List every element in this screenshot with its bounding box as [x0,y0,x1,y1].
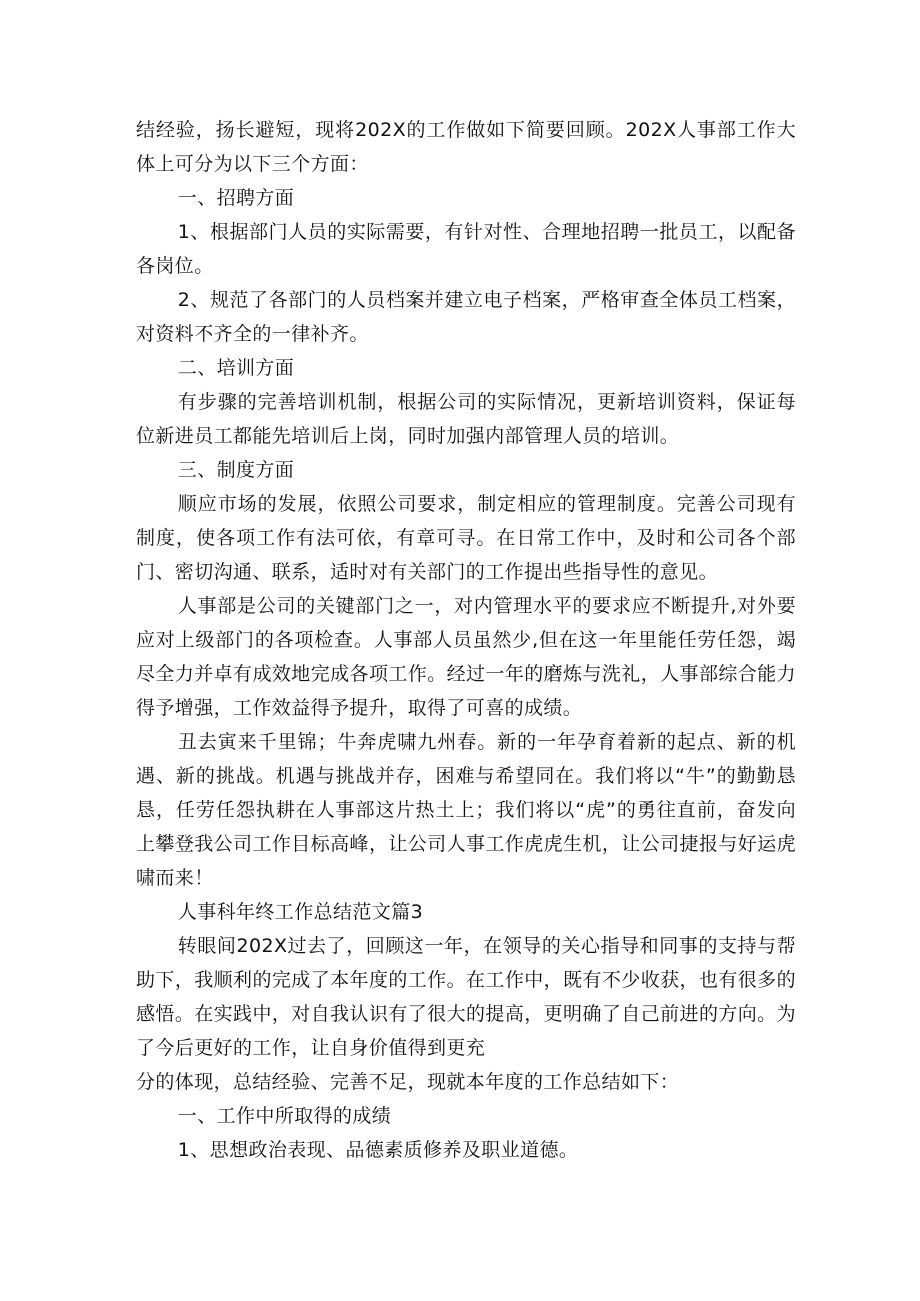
document-body [136,113,796,1167]
section-heading-system: 三、制度方面 [177,459,295,481]
paragraph-new-year: 丑去寅来千里锦；牛奔虎啸九州春。新的一年孕育着新的起点、新的机遇、新的挑战。机遇与挑战并存，困难与希望同在。我们将以“牛”的勤勤恳恳，任劳任怨执耕在人事部这片热土上；我们将以“虎”的勇往直前，奋发向上攀登我公司工作目标高峰，让公司人事工作虎虎生机，让公司捷报与好运虎啸而来！ [136,731,796,889]
paragraph-review: 转眼间202X过去了，回顾这一年，在领导的关心指导和同事的支持与帮助下，我顺利的完成了本年度的工作。在工作中，既有不少收获，也有很多的感悟。在实践中，对自我认识有了很大的提高，更明确了自己前进的方向。为了今后更好的工作，让自身价值得到更充 [136,935,796,1059]
paragraph-training: 有步骤的完善培训机制，根据公司的实际情况，更新培训资料，保证每位新进员工都能先培训后上岗，同时加强内部管理人员的培训。 [136,391,796,447]
paragraph-hr-department: 人事部是公司的关键部门之一，对内管理水平的要求应不断提升,对外要应对上级部门的各项检查。人事部人员虽然少,但在这一年里能任劳任怨，竭尽全力并卓有成效地完成各项工作。经过一年的磨炼与洗礼，人事部综合能力得予增强，工作效益得予提升，取得了可喜的成绩。 [136,595,796,719]
list-item-achievements-1: 1、思想政治表现、品德素质修养及职业道德。 [177,1139,579,1161]
section-heading-achievements: 一、工作中所取得的成绩 [177,1105,392,1127]
list-item-recruitment-2: 2、规范了各部门的人员档案并建立电子档案，严格审查全体员工档案，对资料不齐全的一律补齐。 [136,289,796,345]
paragraph-review-continued: 分的体现，总结经验、完善不足，现就本年度的工作总结如下： [136,1071,680,1093]
list-item-recruitment-1: 1、根据部门人员的实际需要，有针对性、合理地招聘一批员工，以配备各岗位。 [136,221,796,277]
paragraph-system: 顺应市场的发展，依照公司要求，制定相应的管理制度。完善公司现有制度，使各项工作有法可依，有章可寻。在日常工作中，及时和公司各个部门、密切沟通、联系，适时对有关部门的工作提出些指导性的意见。 [136,493,796,583]
section-heading-recruitment: 一、招聘方面 [177,187,295,209]
paragraph-continuation: 结经验，扬长避短，现将202X的工作做如下简要回顾。202X人事部工作大体上可分为以下三个方面： [136,119,796,175]
article-title-3: 人事科年终工作总结范文篇3 [177,901,424,923]
section-heading-training: 二、培训方面 [177,357,295,379]
